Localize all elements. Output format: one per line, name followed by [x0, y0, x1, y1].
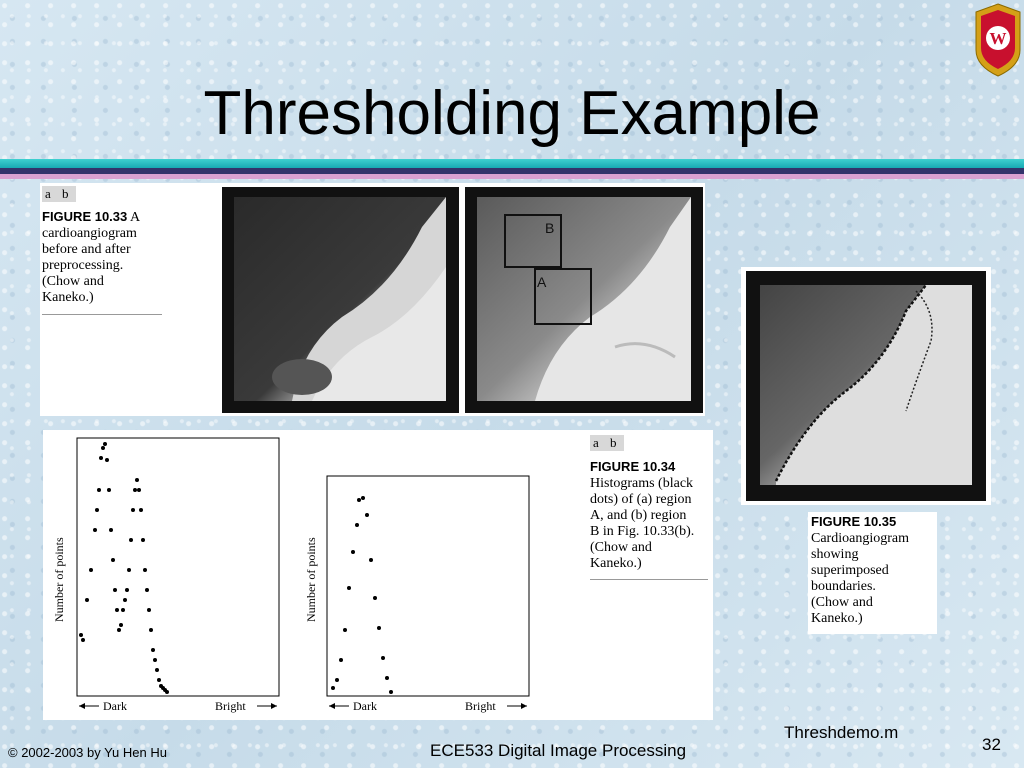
histogram-a-point [79, 633, 83, 637]
caption-line: Histograms (black [590, 476, 694, 491]
histogram-a-point [81, 638, 85, 642]
caption-line: Cardioangiogram [811, 531, 909, 546]
histogram-a-point [119, 623, 123, 627]
figure-1035-caption [811, 514, 935, 627]
caption-line: dots) of (a) region [590, 492, 692, 507]
histogram-b-point [331, 686, 335, 690]
histogram-a-point [157, 678, 161, 682]
figure-1034-caption [590, 459, 712, 572]
histogram-b-point [351, 550, 355, 554]
caption-underline [42, 314, 162, 315]
caption-line: B in Fig. 10.33(b). [590, 524, 695, 539]
histogram-b-point [373, 596, 377, 600]
histogram-a-point [95, 508, 99, 512]
histogram-a-point [117, 628, 121, 632]
histogram-a-point [93, 528, 97, 532]
caption-line: superimposed [811, 563, 889, 578]
caption-line: (Chow and [42, 274, 104, 289]
figure-1035-image-panel [741, 267, 991, 505]
caption-line: Kaneko.) [42, 290, 94, 305]
angiogram-before-image [222, 187, 459, 413]
histogram-b-point [369, 558, 373, 562]
histogram-b-point [343, 628, 347, 632]
histogram-b-ylabel: Number of points [304, 537, 318, 622]
histogram-a-point [139, 508, 143, 512]
histogram-a-point [135, 478, 139, 482]
histogram-a-point [141, 538, 145, 542]
histogram-a-point [101, 446, 105, 450]
histogram-a-point [127, 568, 131, 572]
angiogram-boundaries-image [746, 271, 986, 501]
caption-line: (Chow and [811, 595, 873, 610]
caption-line: boundaries. [811, 579, 876, 594]
histogram-a-point [131, 508, 135, 512]
histogram-a-point [153, 658, 157, 662]
histogram-b-point [377, 626, 381, 630]
histogram-a-point [121, 608, 125, 612]
histogram-a-point [147, 608, 151, 612]
histogram-a-point [145, 588, 149, 592]
slide-title: Thresholding Example [203, 79, 821, 148]
caption-line: showing [811, 547, 859, 562]
histogram-a-point [151, 648, 155, 652]
crest-letter: W [989, 29, 1007, 48]
histogram-a-dark-label: Dark [103, 699, 127, 713]
caption-line: Kaneko.) [811, 611, 863, 626]
footer-copyright: © 2002-2003 by Yu Hen Hu [8, 745, 167, 760]
histogram-b-point [365, 513, 369, 517]
histogram-b-point [335, 678, 339, 682]
caption-line: (Chow and [590, 540, 652, 555]
figure-1033-caption [42, 209, 167, 306]
histogram-a-point [143, 568, 147, 572]
histogram-a-point [103, 442, 107, 446]
histogram-a-bright-label: Bright [215, 699, 246, 713]
caption-underline [590, 579, 708, 580]
figure-1033-tag: a b [42, 186, 76, 202]
histogram-b-point [361, 496, 365, 500]
histogram-a-point [129, 538, 133, 542]
figure-1034-panel [43, 430, 713, 720]
histogram-a-point [89, 568, 93, 572]
caption-line: Kaneko.) [590, 556, 642, 571]
histogram-a-point [85, 598, 89, 602]
histogram-a-point [149, 628, 153, 632]
histogram-b-point [339, 658, 343, 662]
title-divider-pink [0, 174, 1024, 179]
figure-1034-label: FIGURE 10.34 [590, 459, 676, 474]
histogram-b-bright-label: Bright [465, 699, 496, 713]
histogram-a-point [105, 458, 109, 462]
histogram-a-point [97, 488, 101, 492]
title-divider-teal [0, 159, 1024, 168]
histogram-a-point [107, 488, 111, 492]
caption-line: before and after [42, 242, 131, 257]
histogram-a-point [113, 588, 117, 592]
histogram-b-point [347, 586, 351, 590]
histogram-a-point [125, 588, 129, 592]
histogram-b-point [355, 523, 359, 527]
caption-line: A [130, 210, 141, 225]
figure-1033-label: FIGURE 10.33 [42, 209, 128, 224]
histogram-a-point [165, 690, 169, 694]
histogram-b-dark-label: Dark [353, 699, 377, 713]
figure-1034-tag: a b [590, 435, 624, 451]
histogram-b-point [381, 656, 385, 660]
histogram-a-point [109, 528, 113, 532]
slide-page-number: 32 [982, 735, 1001, 754]
footer-demo-filename: Threshdemo.m [784, 723, 899, 742]
caption-line: A, and (b) region [590, 508, 687, 523]
region-a-label: A [537, 274, 547, 290]
caption-line: cardioangiogram [42, 226, 137, 241]
histogram-a-point [133, 488, 137, 492]
region-b-label: B [545, 220, 555, 236]
histogram-a-point [137, 488, 141, 492]
angiogram-after-image [465, 187, 703, 413]
footer-course-title: ECE533 Digital Image Processing [430, 741, 687, 760]
caption-line: preprocessing. [42, 258, 124, 273]
histogram-b-point [389, 690, 393, 694]
histogram-a-point [99, 456, 103, 460]
histogram-a-point [111, 558, 115, 562]
histogram-a-point [123, 598, 127, 602]
histogram-a [43, 430, 293, 720]
histogram-a-ylabel: Number of points [52, 537, 66, 622]
histogram-b [293, 430, 543, 720]
histogram-b-point [357, 498, 361, 502]
histogram-a-point [155, 668, 159, 672]
histogram-a-point [115, 608, 119, 612]
figure-1035-label: FIGURE 10.35 [811, 514, 897, 529]
university-crest-logo [972, 2, 1024, 78]
figure-1035-caption-panel [808, 512, 937, 634]
figure-1033-panel [40, 183, 705, 416]
histogram-b-point [385, 676, 389, 680]
